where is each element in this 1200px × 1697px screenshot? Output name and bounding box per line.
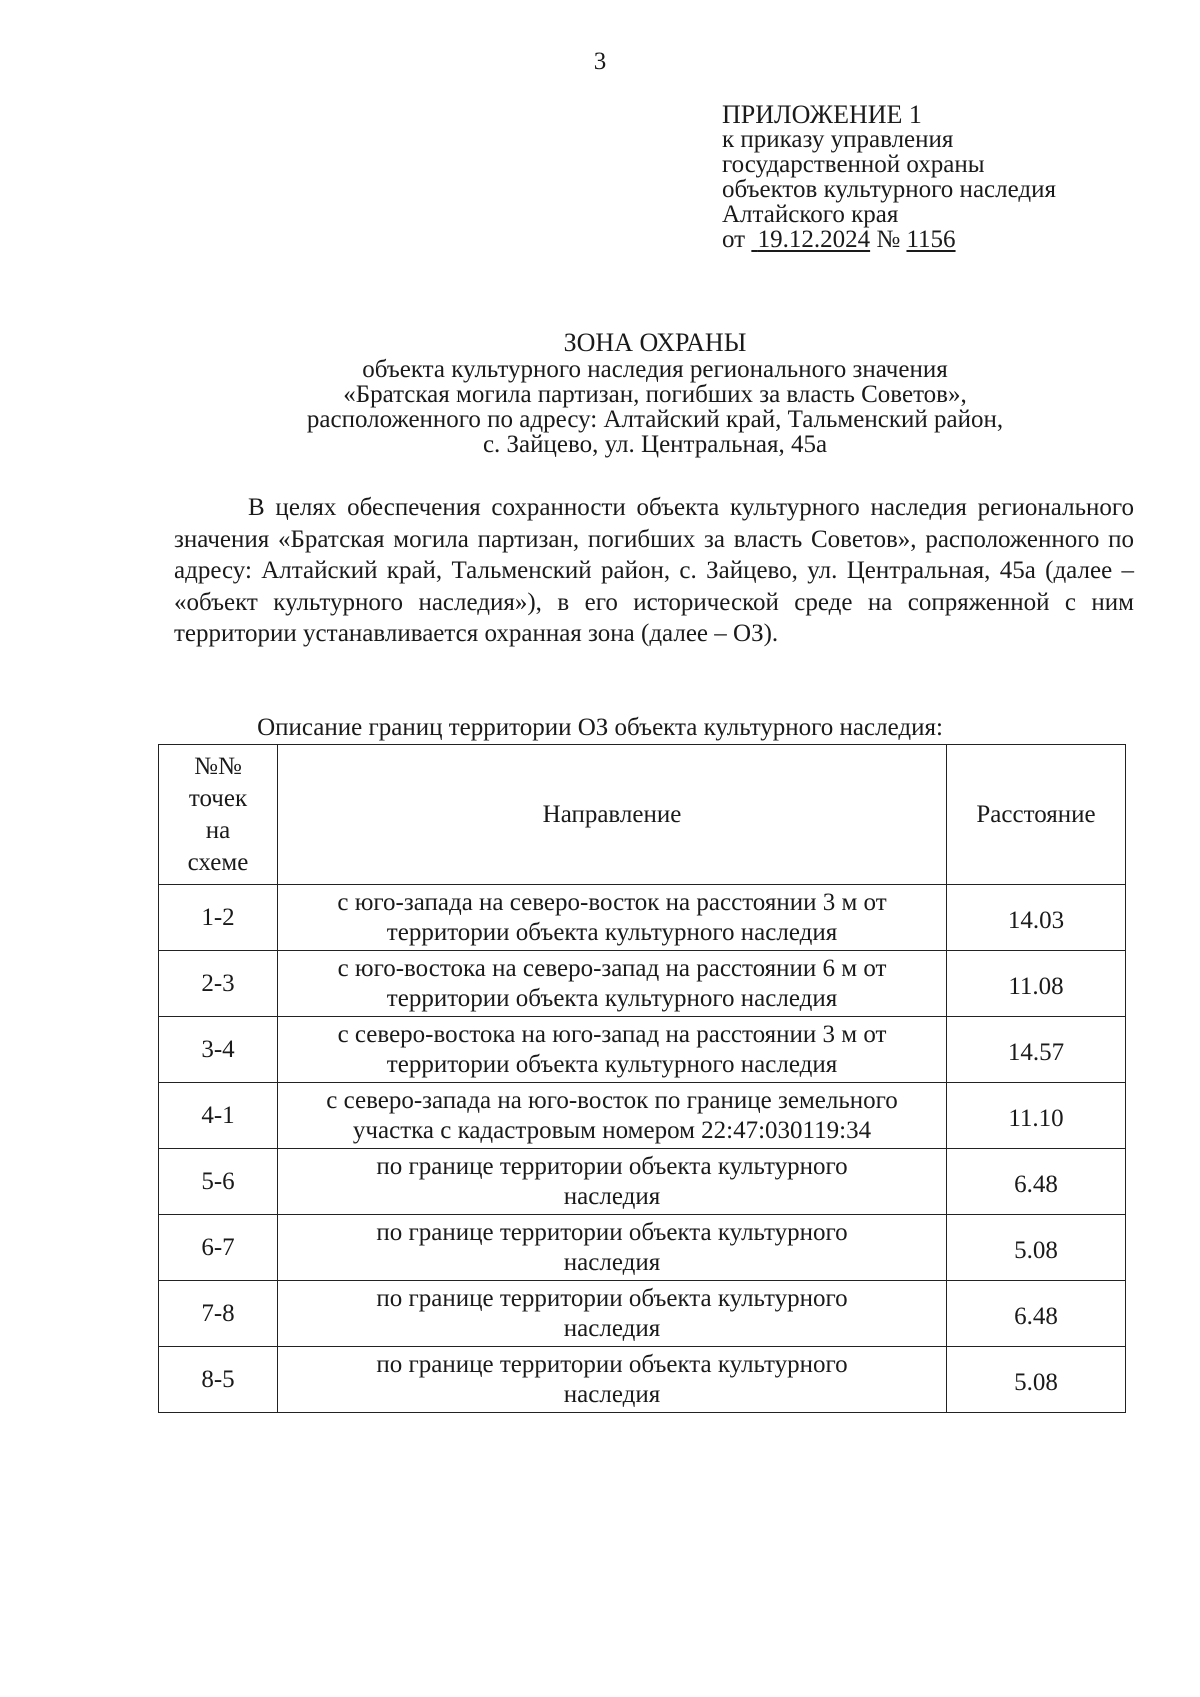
cell-distance: 6.48 xyxy=(947,1281,1126,1347)
cell-distance: 5.08 xyxy=(947,1347,1126,1413)
number-sign: № xyxy=(876,226,901,253)
cell-points: 8-5 xyxy=(159,1347,278,1413)
cell-direction: по границе территории объекта культурного наследия xyxy=(278,1347,947,1413)
cell-direction: по границе территории объекта культурного наследия xyxy=(278,1281,947,1347)
boundary-table xyxy=(158,744,1126,1413)
table-row xyxy=(159,1281,1126,1347)
heading-line: расположенного по адресу: Алтайский край, Тальменский район, xyxy=(306,406,1004,433)
cell-distance: 11.08 xyxy=(947,951,1126,1017)
cell-points: 7-8 xyxy=(159,1281,278,1347)
cell-direction: с юго-запада на северо-восток на расстоянии 3 м от территории объекта культурного наследия xyxy=(278,885,947,951)
heading-line: объекта культурного наследия регионального значения xyxy=(362,356,948,383)
document-heading xyxy=(0,330,1200,457)
table-row xyxy=(159,951,1126,1017)
cell-points: 3-4 xyxy=(159,1017,278,1083)
table-row xyxy=(159,1083,1126,1149)
heading-line: «Братская могила партизан, погибших за власть Советов», xyxy=(343,381,967,408)
table-row xyxy=(159,1149,1126,1215)
cell-points: 5-6 xyxy=(159,1149,278,1215)
cell-points: 6-7 xyxy=(159,1215,278,1281)
appendix-block xyxy=(722,102,1056,252)
cell-direction: с северо-востока на юго-запад на расстоянии 3 м от территории объекта культурного наследия xyxy=(278,1017,947,1083)
cell-distance: 14.03 xyxy=(947,885,1126,951)
table-row xyxy=(159,1347,1126,1413)
header-distance: Расстояние xyxy=(947,745,1126,885)
table-row xyxy=(159,1215,1126,1281)
header-direction: Направление xyxy=(278,745,947,885)
heading-title: ЗОНА ОХРАНЫ xyxy=(563,328,747,357)
cell-points: 4-1 xyxy=(159,1083,278,1149)
order-date: 19.12.2024 xyxy=(757,226,871,253)
appendix-line: государственной охраны xyxy=(722,151,985,178)
cell-points: 1-2 xyxy=(159,885,278,951)
appendix-line: Алтайского края xyxy=(722,201,899,228)
cell-direction: по границе территории объекта культурного наследия xyxy=(278,1215,947,1281)
cell-points: 2-3 xyxy=(159,951,278,1017)
cell-direction: с северо-запада на юго-восток по границе земельного участка с кадастровым номером 22:47:030119:34 xyxy=(278,1083,947,1149)
cell-direction: с юго-востока на северо-запад на расстоянии 6 м от территории объекта культурного наследия xyxy=(278,951,947,1017)
appendix-line: к приказу управления xyxy=(722,126,954,153)
heading-line: с. Зайцево, ул. Центральная, 45а xyxy=(482,431,828,458)
cell-distance: 6.48 xyxy=(947,1149,1126,1215)
table-row xyxy=(159,885,1126,951)
appendix-date-line xyxy=(722,227,1056,252)
table-row xyxy=(159,1017,1126,1083)
cell-distance: 5.08 xyxy=(947,1215,1126,1281)
date-prefix: от xyxy=(722,226,746,253)
table-caption: Описание границ территории ОЗ объекта культурного наследия: xyxy=(257,714,943,741)
cell-distance: 14.57 xyxy=(947,1017,1126,1083)
body-paragraph: В целях обеспечения сохранности объекта культурного наследия регионального значения «Братская могила партизан, погибших за власть Советов», расположенного по адресу: Алтайский край, Тальменский район, с. Зайцево, ул. Центральная, 45а (далее – «объект культурного наследия»), в его исторической среде на сопряженной с ним территории устанавливается охранная зона (далее – ОЗ). xyxy=(174,494,1134,647)
header-points: №№ точек на схеме xyxy=(159,745,278,885)
appendix-title: ПРИЛОЖЕНИЕ 1 xyxy=(722,100,922,129)
cell-distance: 11.10 xyxy=(947,1083,1126,1149)
table-header-row xyxy=(159,745,1126,885)
order-number: 1156 xyxy=(906,226,956,253)
cell-direction: по границе территории объекта культурного наследия xyxy=(278,1149,947,1215)
page-number: 3 xyxy=(593,48,607,75)
appendix-line: объектов культурного наследия xyxy=(722,176,1056,203)
